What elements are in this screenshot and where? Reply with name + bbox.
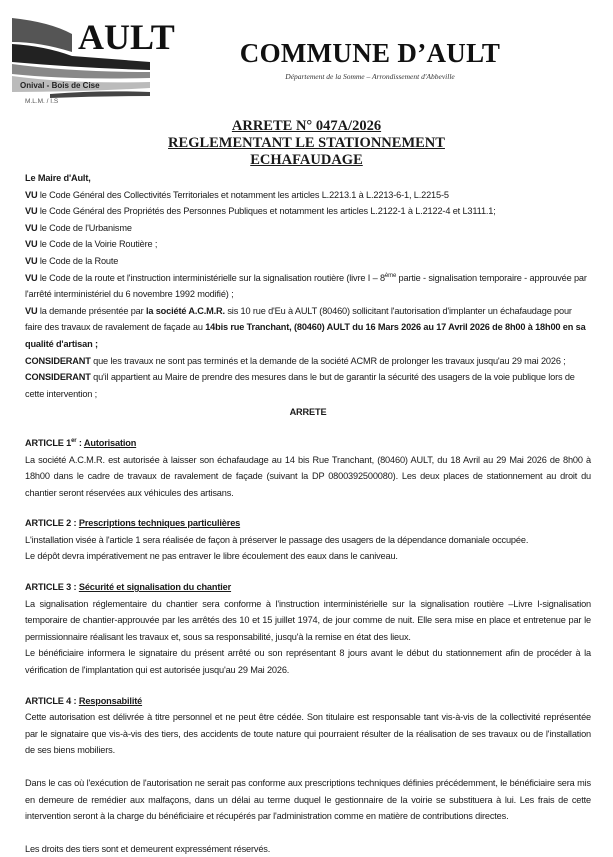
article-paragraph: La société A.C.M.R. est autorisée à laisser son échafaudage au 14 bis Rue Tranchant, (80460) AULT, du 18 Avril au 29 Mai 2026 de 8h00 à 18h00 dans le cadre de travaux de ravalement de façade (suivant la DP 0800392500080). Les deux places de stationnement au droit du chantier seront réservées aux véhicules des artisans. [25,454,591,498]
text-segment: le Code de la route et l'instruction interministérielle sur la signalisation routière (livre I – 8 [37,272,385,283]
article-separator: : [71,518,79,529]
preamble-line [25,270,591,303]
text-segment: partie - signalisation temporaire - approuvée par l'arrêté interministériel du 6 novembre 1992 modifié) ; [25,272,587,300]
article-heading [25,435,591,452]
bold-text: VU [25,305,38,316]
article-heading [25,693,591,710]
preamble-line [25,236,591,253]
articles [25,435,591,825]
title-line: REGLEMENTANT LE STATIONNEMENT [168,135,445,151]
preamble-line [25,303,591,353]
article-3 [25,579,591,679]
text-segment: le Code Général des Propriétés des Personnes Publiques et notamment les articles L.2122-1 à L.2122-4 et L3111.1; [37,206,496,217]
article-paragraph: Cette autorisation est délivrée à titre personnel et ne peut être cédée. Son titulaire est responsable tant vis-à-vis de la collectivité représentée par le signataire que vis-à-vis des tiers, des accidents de toute nature qui pourraient résulter de la réalisation de ses travaux ou de l'installation de ses biens mobiliers. [25,712,591,756]
preamble-line [25,203,591,220]
preamble-line [25,187,591,204]
preamble-line [25,220,591,237]
article-4 [25,693,591,825]
article-title: Sécurité et signalisation du chantier [78,582,232,593]
article-separator: : [76,437,84,448]
article-separator: : [71,582,79,593]
text-segment: qu'il appartient au Maire de prendre des mesures dans le but de garantir la sécurité des usagers de la voie publique lors de cette intervention ; [25,372,575,399]
article-label: ARTICLE 2 [25,518,72,529]
article-paragraph: Le dépôt devra impérativement ne pas entraver le libre écoulement des eaux dans le caniveau. [25,551,398,562]
title-line: ECHAFAUDAGE [250,152,363,168]
bold-text: CONSIDERANT [25,355,91,366]
ault-logo [10,12,175,104]
article-title: Prescriptions techniques particulières [78,518,241,529]
article-heading [25,515,591,532]
preamble-line [25,170,591,187]
article-label-sup: er [71,437,77,444]
text-segment: le Code Général des Collectivités Territoriales et notamment les articles L.2213.1 à L.2213-6-1, L.2215-5 [37,189,449,200]
text-segment: que les travaux ne sont pas terminés et la demande de la société ACMR de prolonger les travaux jusqu'au 29 mai 2026 ; [90,355,566,366]
bold-text: VU [25,222,38,233]
article-1 [25,435,591,501]
bold-text: VU [25,255,38,266]
article-heading [25,579,591,596]
article-title: Responsabilité [78,695,143,706]
text-segment: le Code de l'Urbanisme [37,222,132,233]
text-segment: le Code de la Route [37,255,119,266]
document-body [25,170,591,857]
arrete-heading: ARRETE [289,407,327,418]
article-label: ARTICLE 4 [25,695,72,706]
preamble-line [25,353,591,370]
bold-text: CONSIDERANT [25,372,91,383]
text-segment: le Code de la Voirie Routière ; [37,239,158,250]
bold-text: VU [25,239,38,250]
closing-statement: Les droits des tiers sont et demeurent expressément réservés. [25,843,271,854]
preamble-line [25,369,591,402]
bold-text: VU [25,206,38,217]
logo-sub: Onival - Bois de Cise [20,81,100,90]
bold-text: Le Maire d'Ault, [25,173,91,183]
logo-text: AULT [78,17,175,57]
title-line: ARRETE N° 047A/2026 [231,118,382,134]
article-paragraph: Le bénéficiaire informera le signataire du présent arrêté ou son représentant 8 jours avant le début du stationnement afin de procéder à la vérification de l'implantation qui est autorisée jusqu'au 29 Mai 2026. [25,648,591,676]
bold-text: VU [25,272,38,283]
text-segment: sis 10 rue d'Eu à AULT (80460) sollicitant l'autorisation d'implanter un échafaudage pour faire des travaux de ravalement de façade au [25,305,572,333]
article-title: Autorisation [83,437,137,448]
bold-text: 14bis rue Tranchant, (80460) AULT du 16 Mars 2026 au 17 Avril 2026 de 8h00 à 18h00 en sa qualité d'artisan ; [25,322,586,349]
commune-title: COMMUNE D’AULT [239,38,501,68]
bold-text: la société A.C.M.R. [145,305,225,316]
preamble [25,170,591,402]
article-label: ARTICLE 1 [25,437,72,448]
article-separator: : [71,695,79,706]
text-segment: la demande présentée par [37,305,146,316]
text-segment: ème [384,272,397,279]
article-2 [25,515,591,565]
document-title [0,118,613,169]
article-paragraph: L'installation visée à l'article 1 sera réalisée de façon à préserver le passage des usagers de la dépendance domaniale occupée. [25,534,529,545]
article-paragraph: La signalisation réglementaire du chantier sera conforme à l'instruction interministérielle sur la signalisation routière –Livre I-signalisation temporaire de chantier-approuvée par les arrêtés des 10 et 15 juillet 1974, de jour comme de nuit. Elle sera mise en place et entretenue par le permissionnaire réalisant les travaux et, sous sa responsabilité, jusqu'à la remise en état des lieux. [25,598,591,642]
department-subtitle: Département de la Somme – Arrondissement d'Abbeville [285,72,455,81]
article-paragraph: Dans le cas où l'exécution de l'autorisation ne serait pas conforme aux prescriptions techniques définies précédemment, le bénéficiaire sera mis en demeure de remédier aux malfaçons, dans un délai au terme duquel le gestionnaire de la voirie se substituera à lui. Les frais de cette intervention seront à la charge du bénéficiaire et récupérés par l'administration comme en matière de contributions directes. [25,778,591,822]
preamble-line [25,253,591,270]
article-label: ARTICLE 3 [25,582,72,593]
reference: M.L.M. / I.S [25,98,59,105]
bold-text: VU [25,189,38,200]
